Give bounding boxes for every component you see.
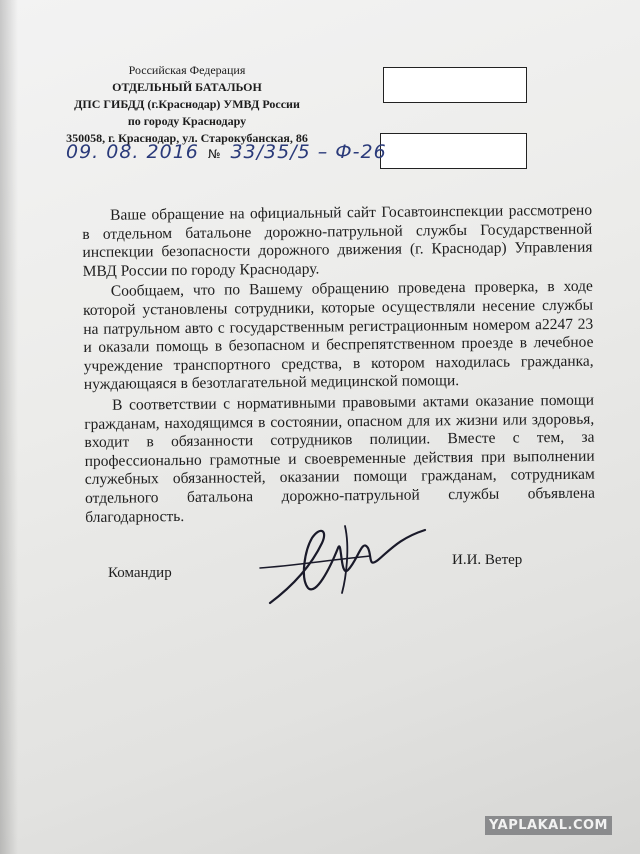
- letterhead-country: Российская Федерация: [128, 63, 246, 77]
- page-shadow: [0, 0, 18, 854]
- paragraph-3: В соответствии с нормативными правовыми актами оказание помощи гражданам, находящимся в состоянии, опасном для их жизни или здоровья, входит в обязанности сотрудников полиции. Вместе с тем, за профессионально грамотные и своевременные действия при выполнении служебных обязанностей, оказании помощи гражданам, сотрудникам отдельного батальона дорожно-патрульной службы объявлена благодарность.: [84, 391, 596, 526]
- letterhead: [52, 62, 322, 147]
- redacted-recipient-box-2: [380, 133, 527, 169]
- paragraph-2: Сообщаем, что по Вашему обращению проведена проверка, в ходе которой установлены сотрудники, которые осуществляли несение службы на патрульном авто с государственным регистрационным номером а2247 23 и оказали помощь в безопасном и беспрепятственном проезде в лечебное учреждение транспортного средства, в котором находилась гражданка, нуждающаяся в безотлагательной медицинской помощи.: [82, 278, 594, 394]
- date-and-number: [66, 141, 387, 163]
- handwritten-signature: [250, 508, 450, 618]
- number-sign: №: [207, 147, 222, 161]
- letterhead-city: по городу Краснодару: [127, 114, 247, 128]
- redacted-recipient-box-1: [383, 67, 527, 103]
- letter-body: [82, 202, 595, 529]
- letterhead-department: ДПС ГИБДД (г.Краснодар) УМВД России: [74, 97, 300, 111]
- letterhead-unit: ОТДЕЛЬНЫЙ БАТАЛЬОН: [112, 80, 262, 94]
- paragraph-1: Ваше обращение на официальный сайт Госавтоинспекции рассмотрено в отдельном батальоне дорожно-патрульной службы Государственной инспекции безопасности дорожного движения (г. Краснодар) Управления МВД России по городу Краснодару.: [82, 201, 593, 280]
- letterhead-address: 350058, г. Краснодар, ул. Старокубанская, 86: [66, 131, 308, 145]
- handwritten-date: 09. 08. 2016: [66, 141, 199, 163]
- site-watermark: YAPLAKAL.COM: [485, 816, 612, 835]
- handwritten-number: 33/35/5 – Ф-26: [230, 141, 387, 163]
- signoff-title: Командир: [108, 565, 172, 581]
- signoff-name: И.И. Ветер: [452, 552, 523, 568]
